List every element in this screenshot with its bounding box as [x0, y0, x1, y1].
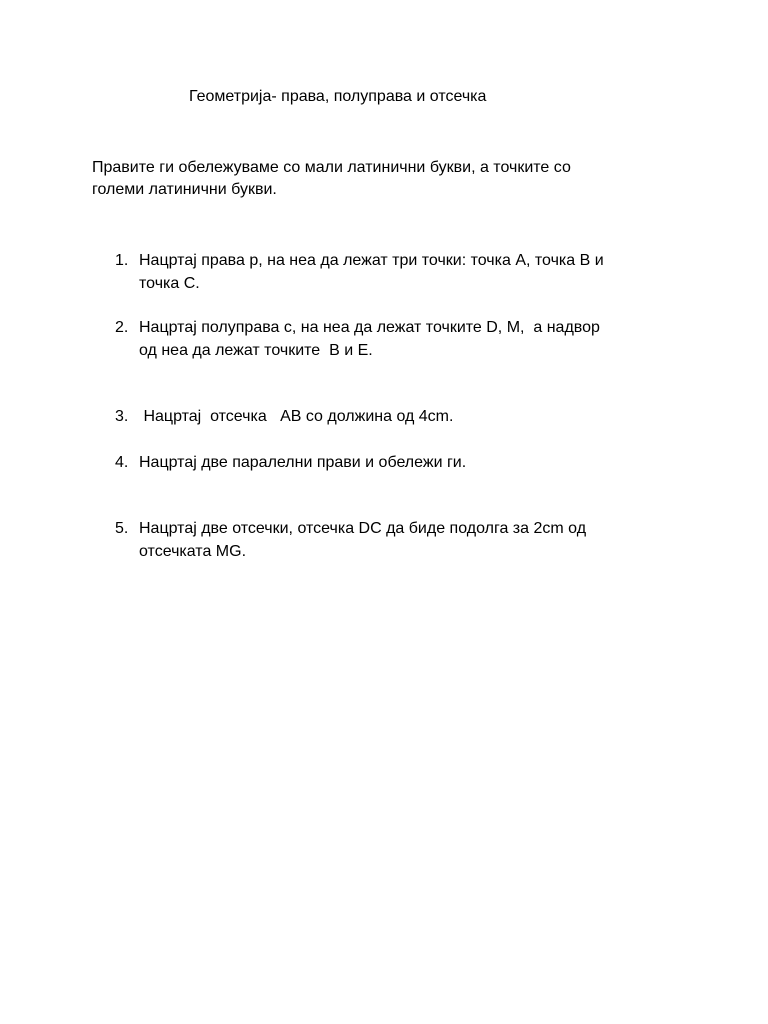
- list-item-number: 2.: [115, 319, 129, 336]
- list-item-text: [139, 405, 715, 428]
- list-item-text: [139, 316, 715, 362]
- intro-line: големи латинични букви.: [92, 181, 277, 198]
- list-item-line: отсечката MG.: [139, 543, 247, 560]
- list-item-line: точка C.: [139, 275, 200, 292]
- list-item-number: 5.: [115, 520, 129, 537]
- list-item-text: [139, 517, 715, 563]
- intro-line: Правите ги обележуваме со мали латинични букви, а точките со: [92, 159, 571, 176]
- list-item-line: од неа да лежат точките B и E.: [139, 342, 373, 359]
- list-item-text: [139, 249, 715, 295]
- list-item-number: 4.: [115, 454, 129, 471]
- list-item-number: 3.: [115, 408, 129, 425]
- intro-paragraph: [92, 157, 692, 201]
- list-item-number: 1.: [115, 252, 129, 269]
- list-item-line: Нацртај полуправа c, на неа да лежат точките D, M, a надвор: [139, 319, 600, 336]
- list-item-text: [139, 451, 715, 474]
- list-item-line: Нацртај отсечка AB со должина од 4cm.: [139, 408, 454, 425]
- document-title: Геометрија- права, полуправа и отсечка: [189, 88, 487, 105]
- list-item-line: Нацртај две паралелни прави и обележи ги.: [139, 454, 467, 471]
- list-item-line: Нацртај права p, на неа да лежат три точки: точка A, точка B и: [139, 252, 604, 269]
- list-item-line: Нацртај две отсечки, отсечка DC да биде подолга за 2cm од: [139, 520, 587, 537]
